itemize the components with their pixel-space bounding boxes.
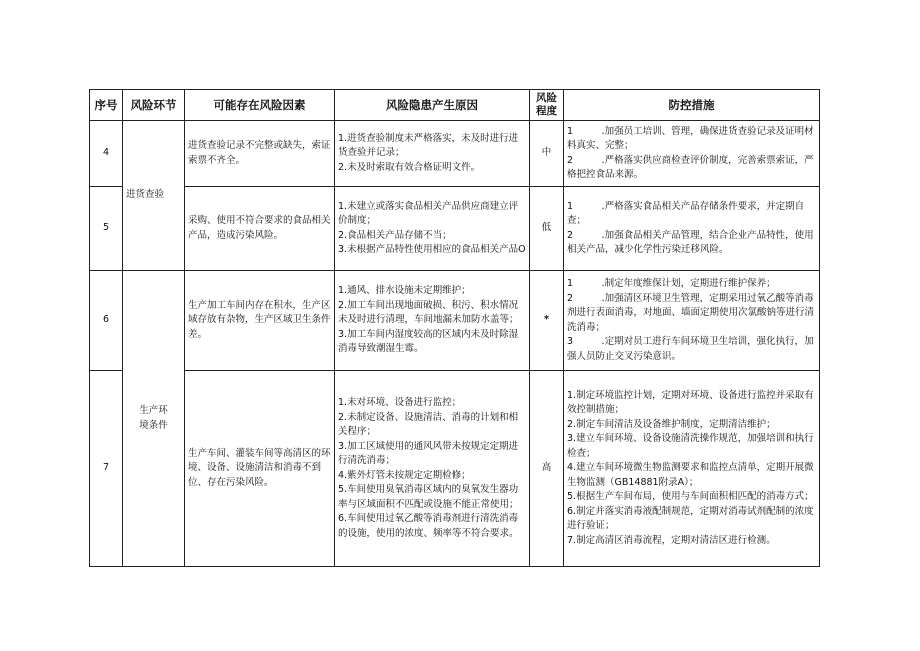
measure-cell [564, 187, 820, 271]
risk-level: 低 [530, 187, 564, 271]
row-seq: 6 [90, 271, 123, 371]
header-seq: 序号 [90, 90, 123, 121]
table-row [90, 371, 820, 567]
cause-line: 6.车间使用过氧乙酸等消毒剂进行清洗消毒的设施，使用的浓度、频率等不符合要求。 [338, 513, 519, 539]
table-header-row [90, 90, 820, 121]
measure-line: 2.制定车间清洁及设备维护制度，定期清洁维护； [567, 418, 776, 430]
cause-line: 2.加工车间出现地面破损、积污、积水情况未及时进行清理，车间地漏未加防水盖等； [338, 299, 519, 326]
header-level: 风险程度 [530, 90, 564, 121]
cause-line: 2.未制定设备、设施清洁、消毒的计划和相关程序； [338, 411, 519, 437]
cause-line: 3.加工车间内湿度较高的区域内未及时除湿消毒导致潮湿生霉。 [338, 328, 519, 355]
table-row [90, 121, 820, 187]
measure-line: 2 .加强食品相关产品管理，结合企业产品特性，使用相关产品，减少化学性污染迁移风险。 [567, 229, 814, 255]
factor-cell: 生产车间、灌装车间等高清区的环境、设备、设施清洁和消毒不到位、存在污染风险。 [185, 371, 335, 567]
risk-table [89, 89, 820, 567]
cause-line: 4.紫外灯管未按规定定期检修； [338, 469, 471, 481]
measure-line: 6.制定并落实消毒液配制规范，定期对消毒试剂配制的浓度进行验证； [567, 505, 814, 532]
measure-line: 1 .制定年度维保计划，定期进行维护保养； [567, 278, 776, 289]
measure-cell [564, 371, 820, 567]
cause-line: 2.未及时索取有效合格证明文件。 [338, 161, 481, 173]
cause-cell [335, 121, 530, 187]
cause-line: 3.未根据产品特性使用相应的食品相关产品O [338, 244, 526, 255]
measure-line: 4.建立车间环境微生物监测要求和监控点清单，定期开展微生物监测（GB14881附录A）； [567, 462, 814, 488]
factor-cell: 采购、使用不符合要求的食品相关产品，造成污染风险。 [185, 187, 335, 271]
table-row [90, 271, 820, 371]
row-seq: 4 [90, 121, 123, 187]
cause-line: 1.通风、排水设施未定期维护； [338, 285, 471, 297]
cause-line: 5.车间使用臭氧消毒区域内的臭氧发生器功率与区域面积不匹配或设施不能正常使用； [338, 484, 519, 510]
header-measure: 防控措施 [564, 90, 820, 121]
risk-level: * [530, 271, 564, 371]
cause-cell [335, 371, 530, 567]
risk-level: 高 [530, 371, 564, 567]
stage-label: 进货查验 [126, 189, 165, 201]
table-row [90, 187, 820, 271]
row-seq: 7 [90, 371, 123, 567]
cause-cell [335, 187, 530, 271]
measure-line: 2 .加强清区环境卫生管理，定期采用过氧乙酸等消毒剂进行表面消毒，对地面、墙面定期使用次氯酸钠等进行清洗消毒； [567, 292, 815, 333]
measure-line: 1.制定环境监控计划，定期对环境、设备进行监控并采取有效控制措施； [567, 389, 814, 416]
factor-cell: 生产加工车间内存在积水，生产区域存放有杂物，生产区域卫生条件差。 [185, 271, 335, 371]
cause-line: 1.未对环境、设备进行监控； [338, 397, 462, 408]
measure-line: 3 .定期对员工进行车间环境卫生培训，强化执行，加强人员防止交叉污染意识。 [567, 336, 814, 362]
risk-level: 中 [530, 121, 564, 187]
stage-cell-huanjing [123, 271, 185, 567]
stage-label: 生产环境条件 [139, 405, 168, 431]
cause-line: 1.未建立或落实食品相关产品供应商建立评价制度； [338, 200, 519, 226]
measure-line: 5.根据生产车间布局，使用与车间面积相匹配的消毒方式； [567, 491, 814, 503]
cause-line: 2.食品相关产品存储不当； [338, 229, 452, 241]
cause-cell [335, 271, 530, 371]
header-stage: 风险环节 [123, 90, 185, 121]
cause-line: 1.进货查验制度未严格落实，未及时进行进货查验并记录； [338, 132, 519, 159]
measure-cell [564, 121, 820, 187]
measure-line: 7.制定高清区消毒流程，定期对清洁区进行检测。 [567, 534, 776, 546]
header-cause: 风险隐患产生原因 [335, 90, 530, 121]
measure-cell [564, 271, 820, 371]
measure-line: 1 .严格落实食品相关产品存储条件要求，并定期自查； [567, 200, 805, 226]
measure-line: 2 .严格落实供应商检查评价制度，完善索票索证，严格把控食品来源。 [567, 154, 814, 180]
row-seq: 5 [90, 187, 123, 271]
factor-cell: 进货查验记录不完整或缺失，索证索票不齐全。 [185, 121, 335, 187]
measure-line: 1 .加强员工培训、管理，确保进货查验记录及证明材料真实、完整； [567, 125, 814, 151]
measure-line: 3.建立车间环境、设备设施清洗操作规范，加强培训和执行检查； [567, 433, 814, 459]
cause-line: 3.加工区域使用的通风风带未按规定定期进行清洗消毒； [338, 440, 519, 466]
stage-cell-jinhuo [123, 121, 185, 271]
header-factor: 可能存在风险因素 [185, 90, 335, 121]
